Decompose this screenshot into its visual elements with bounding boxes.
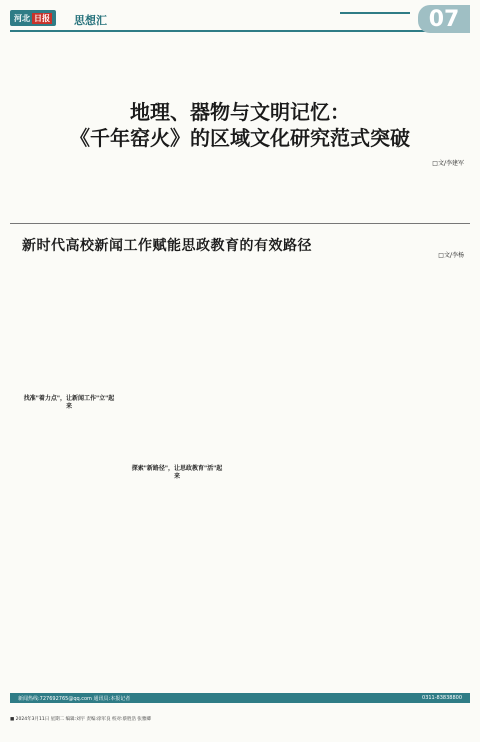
article1-title-line2: 《千年窑火》的区域文化研究范式突破 (70, 126, 410, 150)
logo-text: 河北 (14, 13, 30, 23)
newspaper-logo (10, 10, 56, 26)
section-name: 思想汇 (74, 14, 107, 27)
article2-byline: □文/李杨 (438, 252, 464, 259)
article1-column (128, 170, 232, 218)
article-divider (10, 223, 470, 224)
page-footer (10, 693, 470, 703)
article2-subhead2: 探索"新路径"，让思政教育"活"起来 (131, 465, 223, 480)
article1-column (348, 170, 462, 218)
article2-column (20, 262, 120, 682)
article1-title-line1: 地理、器物与文明记忆： (130, 100, 350, 124)
logo-tag: 日报 (34, 13, 50, 23)
page-header (10, 8, 470, 32)
article2-title: 新时代高校新闻工作赋能思政教育的有效路径 (22, 238, 312, 254)
article1-column (238, 170, 342, 218)
article2-column (354, 262, 462, 682)
page-number: 07 (418, 5, 470, 33)
footer-email: 新闻热线:727692765@qq.com 通讯员:本报记者 (18, 695, 131, 702)
bottom-info: ■ 2024年3月11日 星期二 编辑:刘宇 责编:徐军良 校对:蔡胜浩 张雅卿 (10, 717, 151, 722)
article2-subhead1: 找准"着力点"，让新闻工作"立"起来 (23, 395, 115, 410)
article1-byline: □文/李建军 (432, 160, 464, 167)
article2-column (236, 262, 346, 682)
article2-column (128, 262, 228, 682)
article1-column (18, 170, 122, 218)
footer-phone: 0311-83838800 (422, 695, 462, 701)
decorative-ribbon (340, 12, 410, 24)
